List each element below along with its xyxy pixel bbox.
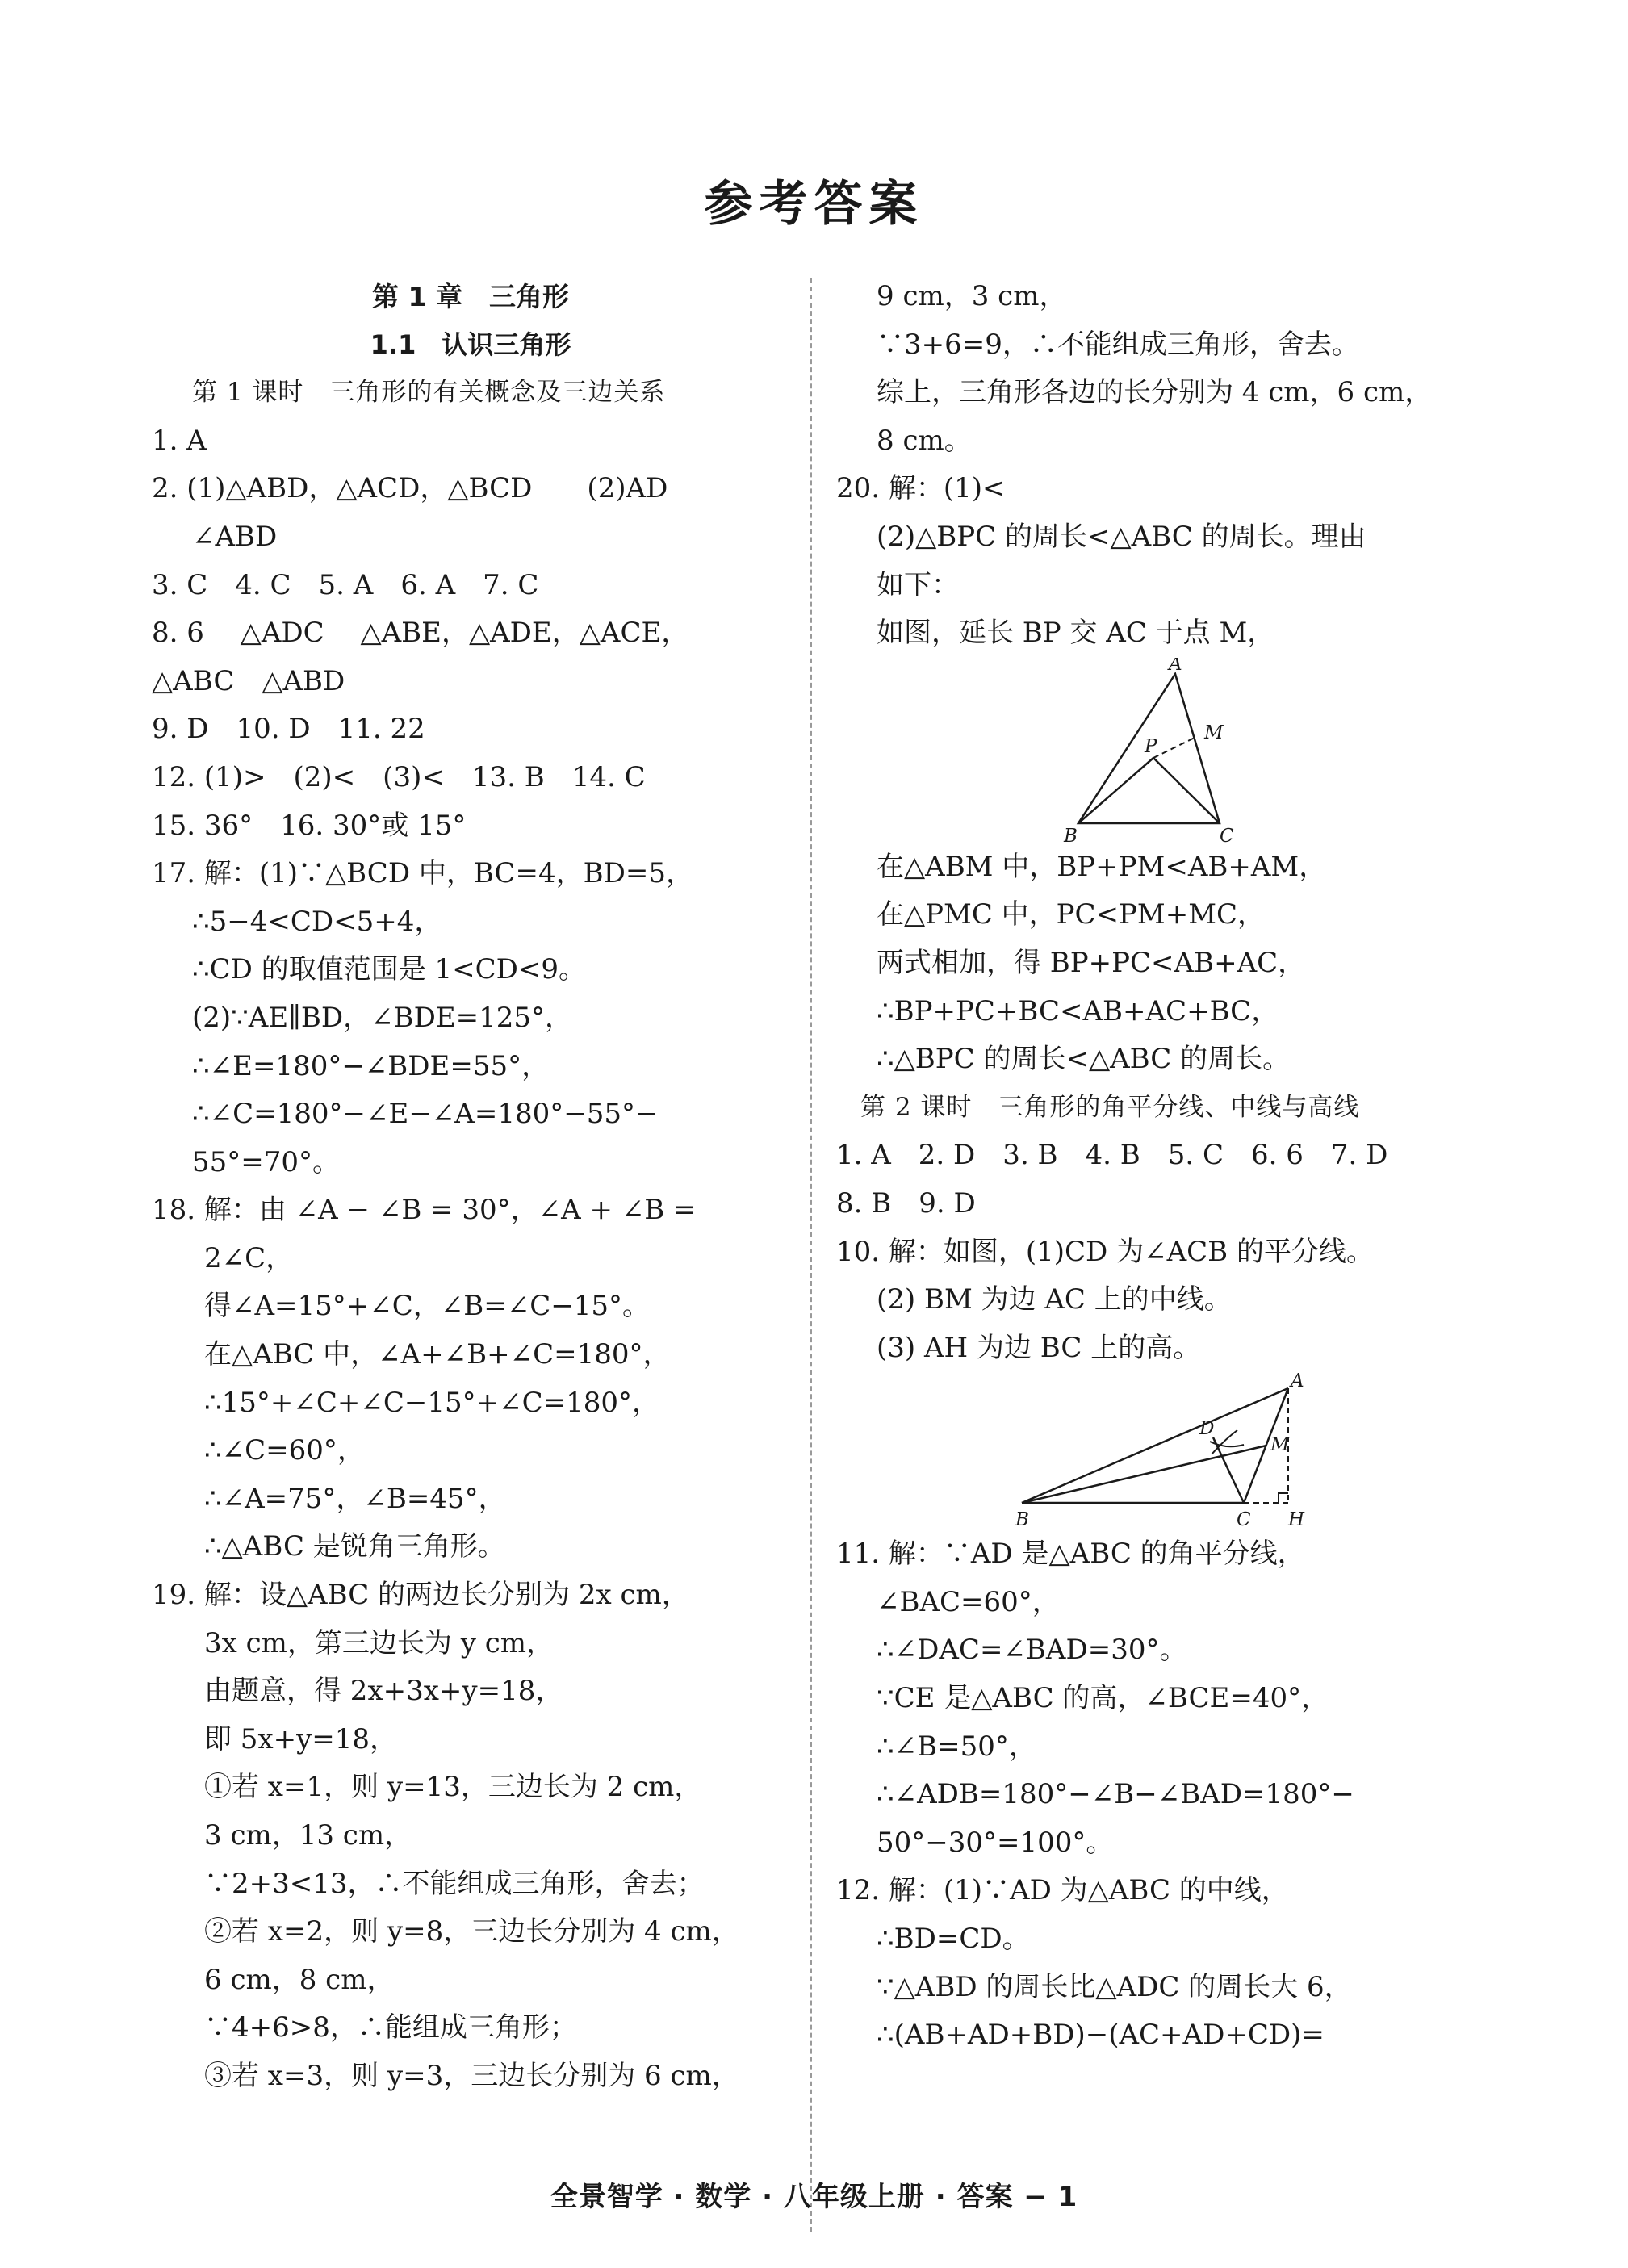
answer-line: ∴∠DAC=∠BAD=30°。 [877,1634,1187,1667]
answer-line: 2. (1)△ABD，△ACD，△BCD (2)AD [152,472,668,505]
answer-line: ∴BP+PC+BC<AB+AC+BC， [877,994,1279,1027]
answer-line: (2)△BPC 的周长<△ABC 的周长。理由 [877,520,1366,553]
answer-line: ∴∠C=180°−∠E−∠A=180°−55°− [192,1098,659,1131]
figure2-label-m: M [1270,1434,1290,1456]
answer-line: 2∠C， [204,1241,294,1274]
answer-line: ∵3+6=9，∴不能组成三角形，舍去。 [877,328,1359,361]
answer-line: 综上，三角形各边的长分别为 4 cm，6 cm， [877,376,1433,409]
answer-line: 15. 36° 16. 30°或 15° [152,809,467,842]
answer-line: 18. 解：由 ∠A − ∠B = 30°，∠A + ∠B = [152,1194,697,1227]
answer-line: (2) BM 为边 AC 上的中线。 [877,1283,1232,1316]
answer-line: ∠BAC=60°， [877,1585,1060,1618]
answer-line: 8. B 9. D [836,1186,976,1220]
figure1-label-p: P [1145,735,1157,757]
answer-line: ∴15°+∠C+∠C−15°+∠C=180°， [204,1386,660,1419]
answer-line: 19. 解：设△ABC 的两边长分别为 2x cm， [152,1579,689,1612]
answer-line: ∴∠B=50°， [877,1730,1036,1763]
lesson-heading: 第 2 课时 三角形的角平分线、中线与高线 [860,1092,1360,1122]
answer-line: 3 cm，13 cm， [204,1819,412,1852]
page-title: 参考答案 [704,176,924,232]
answer-line: ③若 x=3，则 y=3，三边长分别为 6 cm， [204,2059,739,2092]
answer-line: 两式相加，得 BP+PC<AB+AC， [877,946,1306,979]
answer-line: ∠ABD [192,520,278,553]
answer-line: 在△PMC 中，PC<PM+MC， [877,898,1266,931]
answer-line: ②若 x=2，则 y=8，三边长分别为 4 cm， [204,1915,739,1948]
answer-line: 12. 解：(1)∵AD 为△ABC 的中线， [836,1874,1289,1907]
answer-line: 9 cm，3 cm， [877,280,1067,312]
answer-line: ∴(AB+AD+BD)−(AC+AD+CD)= [877,2019,1325,2052]
answer-line: 8. 6 △ADC △ABE，△ADE，△ACE， [152,617,689,650]
chapter-heading: 第 1 章 三角形 [372,281,569,312]
answer-line: 如图，延长 BP 交 AC 于点 M， [877,617,1275,650]
answer-line: 9. D 10. D 11. 22 [152,713,425,746]
answer-line: ∴∠C=60°， [204,1434,365,1467]
answer-line: 17. 解：(1)∵△BCD 中，BC=4，BD=5， [152,857,694,890]
page-footer: 全景智学 · 数学 · 八年级上册 · 答案 − 1 [550,2181,1078,2213]
figure2-label-a: A [1291,1372,1304,1392]
answer-line: ∴△BPC 的周长<△ABC 的周长。 [877,1043,1291,1076]
answer-line: ∴CD 的取值范围是 1<CD<9。 [192,953,587,986]
answer-line: 由题意，得 2x+3x+y=18， [204,1675,563,1708]
answer-line: 20. 解：(1)< [836,472,1006,505]
answer-line: 3x cm，第三边长为 y cm， [204,1626,555,1659]
answer-line: ∴5−4<CD<5+4， [192,905,442,938]
answer-line: 1. A 2. D 3. B 4. B 5. C 6. 6 7. D [836,1139,1388,1172]
answer-line: ∵2+3<13，∴不能组成三角形，舍去； [204,1867,705,1900]
answer-line: 8 cm。 [877,424,972,457]
section-heading: 1.1 认识三角形 [370,328,571,360]
answer-line: 12. (1)> (2)< (3)< 13. B 14. C [152,760,646,793]
answer-line: 1. A [152,424,207,457]
figure1-label-c: C [1220,825,1234,843]
triangle-figure-bisector [1002,1372,1329,1530]
figure1-label-a: A [1169,657,1182,675]
figure1-label-b: B [1064,825,1078,843]
lesson-heading: 第 1 课时 三角形的有关概念及三边关系 [192,378,666,408]
answer-line: ∴∠ADB=180°−∠B−∠BAD=180°− [877,1778,1354,1811]
column-divider [810,278,812,2232]
figure1-label-m: M [1204,722,1224,743]
answer-line: (2)∵AE∥BD，∠BDE=125°， [192,1001,573,1034]
figure2-label-h: H [1288,1509,1305,1531]
figure2-label-b: B [1015,1509,1029,1531]
right-column [836,273,1482,2060]
figure2-label-c: C [1237,1509,1251,1531]
answer-line: 10. 解：如图，(1)CD 为∠ACB 的平分线。 [836,1235,1374,1268]
figure2-label-d: D [1199,1418,1215,1440]
answer-line: 6 cm，8 cm， [204,1963,395,1996]
answer-line: ∴∠A=75°，∠B=45°， [204,1482,506,1515]
answer-line: (3) AH 为边 BC 上的高。 [877,1331,1201,1364]
answer-line: ∵4+6>8，∴能组成三角形； [204,2011,577,2044]
answer-line: ∵△ABD 的周长比△ADC 的周长大 6， [877,1970,1352,2003]
answer-line: 在△ABM 中，BP+PM<AB+AM， [877,850,1327,883]
answer-line: ①若 x=1，则 y=13，三边长为 2 cm， [204,1771,702,1804]
answer-line: 55°=70°。 [192,1145,341,1178]
answer-line: ∴∠E=180°−∠BDE=55°， [192,1049,550,1082]
answer-line: ∴△ABC 是锐角三角形。 [204,1530,505,1563]
answer-line: 3. C 4. C 5. A 6. A 7. C [152,568,539,601]
answer-line: 即 5x+y=18， [204,1722,398,1755]
answer-line: △ABC △ABD [152,664,345,697]
answer-line: ∴BD=CD。 [877,1923,1030,1956]
answer-line: 得∠A=15°+∠C，∠B=∠C−15°。 [204,1290,651,1323]
answer-line: 如下： [877,568,959,601]
left-column [152,273,789,2101]
triangle-figure-bpm [1062,658,1272,843]
answer-line: 50°−30°=100°。 [877,1826,1114,1859]
answer-line: 11. 解：∵AD 是△ABC 的角平分线， [836,1538,1305,1571]
answer-line: ∵CE 是△ABC 的高，∠BCE=40°， [877,1682,1329,1715]
answer-line: 在△ABC 中，∠A+∠B+∠C=180°， [204,1338,671,1371]
